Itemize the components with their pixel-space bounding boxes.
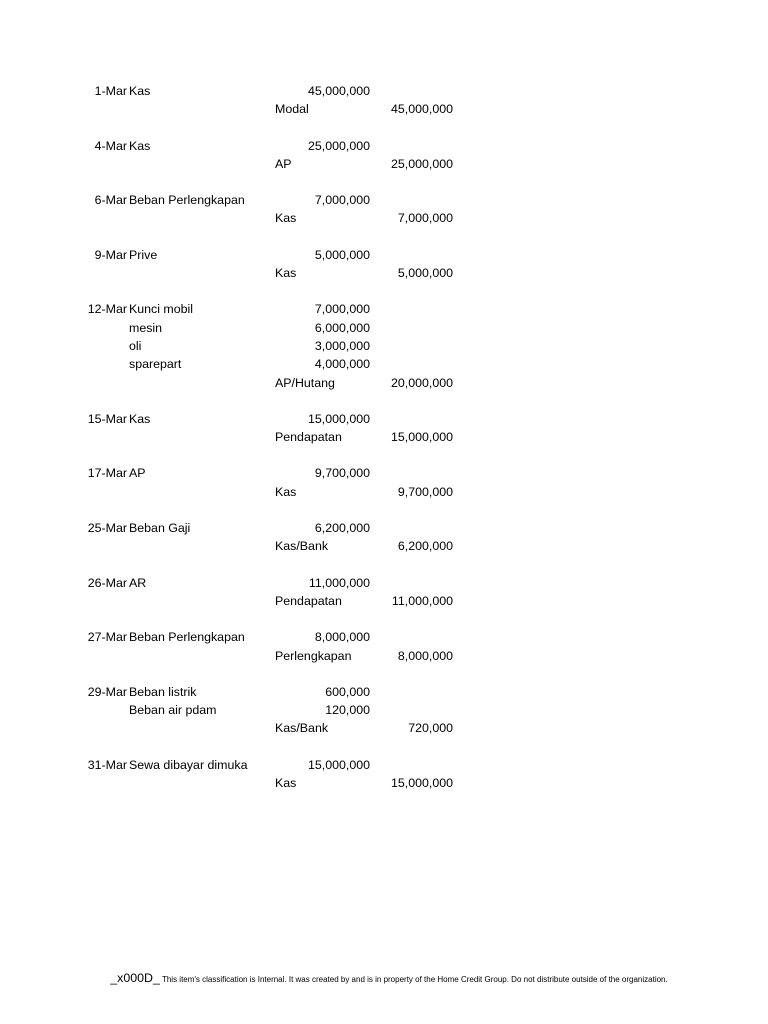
entry-date: 6-Mar [94, 193, 127, 208]
footer-text: This item's classification is Internal. It was created by and is in property of the Home Credit Group. Do not distribute outside of the organization. [161, 975, 668, 984]
credit-account: Perlengkapan [275, 648, 352, 663]
credit-account: Pendapatan [275, 430, 342, 445]
credit-line [0, 774, 768, 792]
debit-line [0, 355, 768, 373]
debit-line [0, 519, 768, 537]
entry-date: 1-Mar [94, 84, 127, 98]
debit-amount: 25,000,000 [307, 138, 370, 153]
credit-line [0, 264, 768, 282]
debit-line [0, 683, 768, 701]
entry-date: 31-Mar [87, 757, 127, 772]
credit-amount: 720,000 [408, 721, 453, 736]
footer-tag: _x000D_ [110, 971, 160, 985]
debit-account: oli [129, 338, 142, 353]
debit-account: Beban Gaji [129, 521, 191, 536]
credit-amount: 15,000,000 [390, 776, 453, 791]
journal-entry [0, 683, 768, 738]
entry-date: 29-Mar [87, 684, 127, 699]
debit-account: Kas [129, 84, 151, 98]
journal-entry [0, 464, 768, 501]
debit-amount: 5,000,000 [314, 247, 370, 262]
entry-date: 27-Mar [87, 630, 127, 645]
debit-line [0, 701, 768, 719]
entry-date: 15-Mar [87, 411, 127, 426]
debit-amount: 45,000,000 [307, 84, 370, 98]
debit-line [0, 82, 768, 100]
entry-date: 26-Mar [87, 575, 127, 590]
credit-account: Kas [275, 776, 297, 791]
debit-amount: 9,700,000 [314, 466, 370, 481]
debit-amount: 7,000,000 [314, 193, 370, 208]
journal-entry [0, 137, 768, 174]
debit-line [0, 300, 768, 318]
debit-account: Kas [129, 411, 151, 426]
journal-entries [0, 82, 768, 810]
credit-line [0, 155, 768, 173]
classification-footer [84, 973, 694, 985]
debit-account: Sewa dibayar dimuka [129, 757, 248, 772]
credit-line [0, 537, 768, 555]
debit-amount: 600,000 [325, 684, 370, 699]
entry-date: 9-Mar [94, 247, 127, 262]
credit-account: Kas [275, 211, 297, 226]
debit-account: AP [129, 466, 146, 481]
debit-amount: 15,000,000 [307, 411, 370, 426]
journal-entry [0, 191, 768, 228]
debit-account: Beban air pdam [129, 703, 217, 718]
debit-amount: 3,000,000 [314, 338, 370, 353]
debit-line [0, 628, 768, 646]
credit-amount: 8,000,000 [397, 648, 453, 663]
credit-account: AP [275, 156, 292, 171]
debit-line [0, 574, 768, 592]
debit-account: Kunci mobil [129, 302, 194, 317]
credit-line [0, 592, 768, 610]
debit-amount: 15,000,000 [307, 757, 370, 772]
journal-entry [0, 574, 768, 611]
credit-account: Kas/Bank [275, 721, 329, 736]
debit-line [0, 137, 768, 155]
credit-account: Pendapatan [275, 593, 342, 608]
credit-line [0, 209, 768, 227]
credit-amount: 6,200,000 [397, 539, 453, 554]
credit-account: AP/Hutang [275, 375, 335, 390]
debit-amount: 4,000,000 [314, 357, 370, 372]
debit-account: Prive [129, 247, 158, 262]
debit-line [0, 319, 768, 337]
credit-account: Kas [275, 266, 297, 281]
debit-line [0, 756, 768, 774]
credit-line [0, 374, 768, 392]
credit-account: Kas/Bank [275, 539, 329, 554]
debit-account: Beban Perlengkapan [129, 193, 245, 208]
credit-amount: 25,000,000 [390, 156, 453, 171]
journal-entry [0, 756, 768, 793]
journal-entry [0, 628, 768, 665]
entry-date: 25-Mar [87, 521, 127, 536]
journal-entry [0, 519, 768, 556]
journal-entry [0, 82, 768, 119]
debit-account: Beban Perlengkapan [129, 630, 245, 645]
debit-amount: 7,000,000 [314, 302, 370, 317]
debit-account: AR [129, 575, 147, 590]
credit-line [0, 100, 768, 118]
journal-entry [0, 410, 768, 447]
credit-line [0, 719, 768, 737]
debit-line [0, 337, 768, 355]
credit-amount: 45,000,000 [390, 102, 453, 117]
debit-account: Kas [129, 138, 151, 153]
debit-line [0, 464, 768, 482]
entry-date: 12-Mar [87, 302, 127, 317]
credit-line [0, 647, 768, 665]
debit-line [0, 191, 768, 209]
journal-entry [0, 300, 768, 391]
credit-line [0, 428, 768, 446]
debit-amount: 120,000 [325, 703, 370, 718]
debit-account: sparepart [129, 357, 182, 372]
credit-amount: 7,000,000 [397, 211, 453, 226]
credit-account: Modal [275, 102, 309, 117]
debit-amount: 6,200,000 [314, 521, 370, 536]
entry-date: 17-Mar [87, 466, 127, 481]
entry-date: 4-Mar [94, 138, 127, 153]
credit-amount: 5,000,000 [397, 266, 453, 281]
credit-line [0, 483, 768, 501]
debit-account: mesin [129, 320, 163, 335]
debit-line [0, 410, 768, 428]
debit-amount: 11,000,000 [308, 575, 370, 590]
credit-amount: 15,000,000 [390, 430, 453, 445]
debit-amount: 8,000,000 [314, 630, 370, 645]
credit-amount: 9,700,000 [397, 484, 453, 499]
debit-line [0, 246, 768, 264]
debit-amount: 6,000,000 [314, 320, 370, 335]
credit-account: Kas [275, 484, 297, 499]
credit-amount: 11,000,000 [391, 593, 453, 608]
debit-account: Beban listrik [129, 684, 197, 699]
journal-entry [0, 246, 768, 283]
credit-amount: 20,000,000 [390, 375, 453, 390]
